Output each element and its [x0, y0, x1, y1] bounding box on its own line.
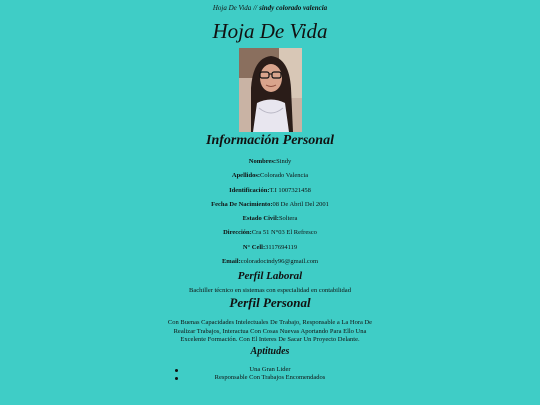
- author-name: sindy colorado valencia: [259, 4, 328, 12]
- field-label: Dirección:: [223, 229, 252, 237]
- aptitudes-heading: Aptitudes: [250, 345, 290, 357]
- field-label: Email:: [221, 258, 241, 266]
- field-direccion: [0, 226, 540, 240]
- field-fecha-nacimiento: [0, 198, 540, 212]
- field-apellidos: [0, 169, 540, 183]
- page-title: Hoja De Vida: [212, 19, 328, 43]
- perfil-personal-heading: Perfil Personal: [229, 295, 311, 311]
- field-label: Apellidos:: [231, 172, 261, 180]
- personal-info-heading: Información Personal: [206, 133, 334, 148]
- list-item: [0, 374, 540, 382]
- site-title-link[interactable]: Hoja De Vida: [212, 4, 252, 12]
- field-value: 08 De Abril Del 2001: [272, 200, 329, 208]
- perfil-laboral-heading: Perfil Laboral: [237, 270, 303, 283]
- field-value: Soltera: [278, 215, 298, 223]
- field-label: Estado Civil:: [242, 215, 279, 223]
- field-value: Sindy: [276, 158, 292, 165]
- field-value: coloradocindy96@gmail.com: [240, 258, 319, 266]
- field-value: Colorado Valencia: [260, 172, 309, 180]
- blog-header: [0, 0, 540, 13]
- aptitude-text: Una Gran Lider: [249, 365, 291, 373]
- field-label: Identificación:: [229, 186, 270, 194]
- field-value: 3117694119: [265, 243, 298, 251]
- field-email: [0, 255, 540, 269]
- field-value: Cra 51 N°03 El Refresco: [251, 229, 317, 237]
- header-separator: //: [253, 4, 258, 12]
- field-label: Nombres:: [248, 158, 277, 165]
- aptitude-text: Responsable Con Trabajos Encomendados: [214, 373, 326, 381]
- field-estado-civil: [0, 212, 540, 226]
- bullet-icon: [175, 369, 178, 372]
- field-label: N° Cell:: [242, 243, 266, 251]
- field-identificacion: [0, 184, 540, 198]
- field-cell: [0, 241, 540, 255]
- list-item: [0, 366, 540, 374]
- field-label: Fecha De Nacimiento:: [211, 200, 273, 208]
- field-nombres: [0, 155, 540, 169]
- profile-photo: [239, 48, 302, 132]
- perfil-laboral-text: Bachiller técnico en sistemas con especialidad en contabilidad: [189, 287, 351, 295]
- bullet-icon: [175, 377, 178, 380]
- aptitudes-list: [0, 366, 540, 382]
- field-value: T.I 1007321458: [269, 186, 311, 194]
- perfil-personal-text: Con Buenas Capacidades Intelectuales De Trabajo, Responsable a La Hora De Realizar Trabajos, Interactua Con Cosas Nuevas Aportando Para Ello Una Excelente Formación. Con El Interes De Sacar Un Proyecto Delante.: [167, 319, 373, 344]
- personal-info-list: [0, 155, 540, 269]
